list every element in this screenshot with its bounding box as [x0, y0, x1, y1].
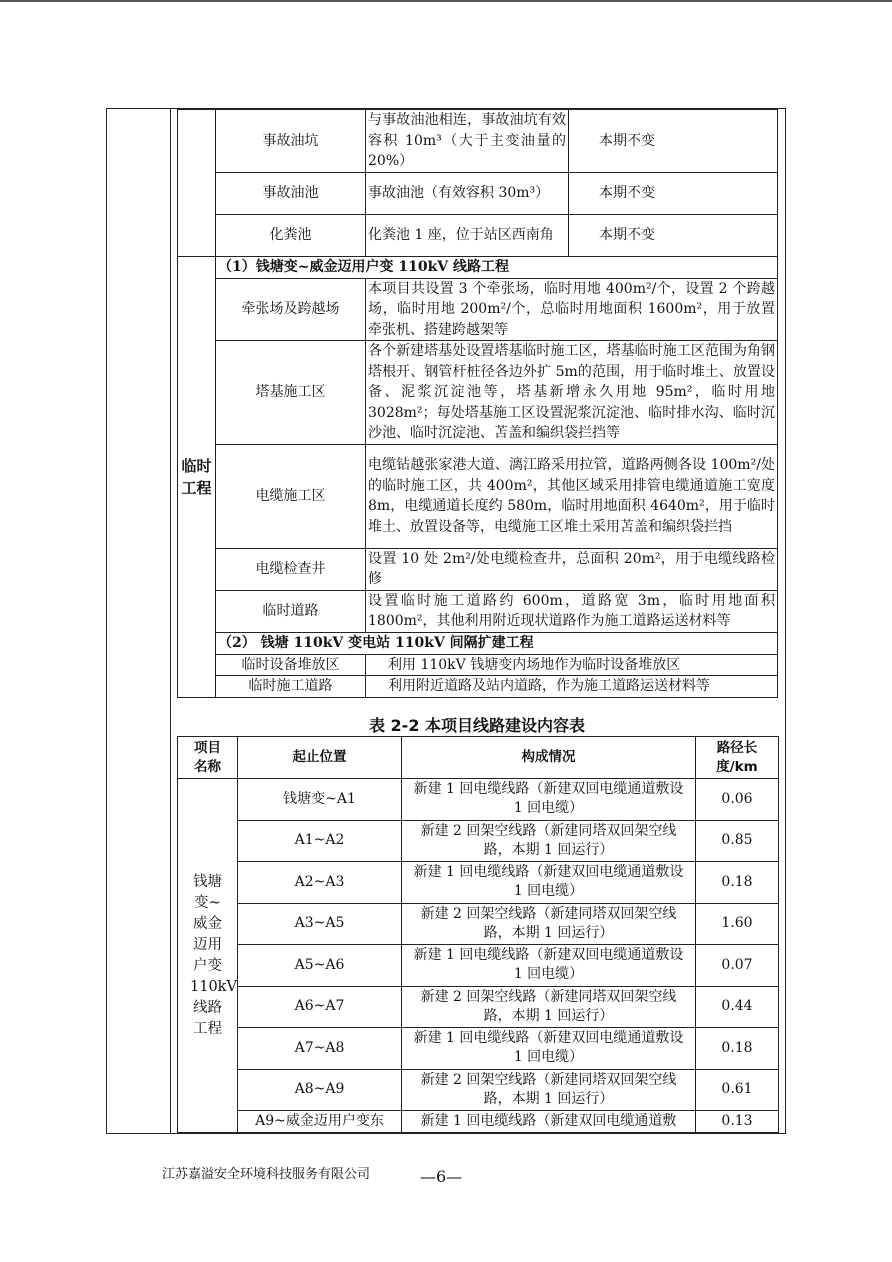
length-cell: 0.44 — [696, 986, 779, 1028]
composition-cell: 新建 2 回架空线路（新建同塔双回架空线路，本期 1 回运行） — [402, 986, 696, 1028]
item-content: 本项目共设置 3 个牵张场，临时用地 400m²/个，设置 2 个跨越场，临时用地 200m²/个，总临时用地面积 1600m²，用于放置牵张机、搭建跨越架等 — [366, 278, 778, 341]
table-row — [178, 654, 778, 676]
project-name-cell: 钱塘变~威金迈用户变110kV线路工程 — [178, 779, 238, 1133]
footer-company: 江苏嘉溢安全环境科技服务有限公司 — [162, 1167, 371, 1182]
project-composition-table — [177, 109, 778, 698]
table-row — [178, 341, 778, 445]
facility-content: 与事故油池相连，事故油坑有效容积 10m³（大于主变油量的 20%） — [366, 110, 569, 173]
range-cell: A6~A7 — [238, 986, 402, 1028]
table-row — [178, 820, 779, 862]
composition-cell: 新建 1 回电缆线路（新建双回电缆通道敷设 1 回电缆） — [402, 1028, 696, 1070]
composition-cell: 新建 1 回电缆线路（新建双回电缆通道敷设 1 回电缆） — [402, 862, 696, 904]
table-cell — [178, 110, 216, 257]
item-name: 电缆检查井 — [216, 548, 366, 590]
frame-column-divider — [170, 108, 171, 1134]
item-content: 设置临时施工道路约 600m，道路宽 3m，临时用地面积 1800m²，其他利用附近现状道路作为施工道路运送材料等 — [366, 590, 778, 632]
composition-cell: 新建 2 回架空线路（新建同塔双回架空线路，本期 1 回运行） — [402, 903, 696, 945]
header-length: 路径长度/km — [696, 737, 779, 779]
composition-cell: 新建 1 回电缆线路（新建双回电缆通道敷 — [402, 1111, 696, 1133]
range-cell: A9~威金迈用户变东 — [238, 1111, 402, 1133]
table2-caption: 表 2-2 本项目线路建设内容表 — [368, 716, 586, 735]
facility-status: 本期不变 — [569, 110, 778, 173]
table-row — [178, 278, 778, 341]
table-row — [178, 1111, 779, 1133]
length-cell: 1.60 — [696, 903, 779, 945]
length-cell: 0.07 — [696, 945, 779, 987]
table-row — [178, 862, 779, 904]
item-name: 塔基施工区 — [216, 341, 366, 445]
table-row — [178, 1069, 779, 1111]
item-content: 各个新建塔基处设置塔基临时施工区，塔基临时施工区范围为角钢塔根开、钢管杆桩径各边外扩 5m的范围，用于临时堆土、放置设备、泥浆沉淀池等，塔基新增永久用地 95m²，临时用地 3028m²；每处塔基施工区设置泥浆沉淀池、临时排水沟、临时沉沙池、临时沉淀池、苫盖和编织袋拦挡等 — [366, 341, 778, 445]
table-row — [178, 903, 779, 945]
item-name: 临时施工道路 — [216, 676, 366, 698]
line-construction-table — [177, 736, 779, 1133]
range-cell: A1~A2 — [238, 820, 402, 862]
table-row — [178, 548, 778, 590]
table-row — [178, 1028, 779, 1070]
table-row — [178, 590, 778, 632]
facility-status: 本期不变 — [569, 172, 778, 214]
item-name: 临时设备堆放区 — [216, 654, 366, 676]
header-project-name: 项目名称 — [178, 737, 238, 779]
length-cell: 0.18 — [696, 862, 779, 904]
table-header-row — [178, 737, 779, 779]
header-composition: 构成情况 — [402, 737, 696, 779]
table-row — [178, 676, 778, 698]
composition-cell: 新建 1 回电缆线路（新建双回电缆通道敷设 1 回电缆） — [402, 945, 696, 987]
facility-name: 化粪池 — [216, 214, 366, 256]
table-row — [178, 945, 779, 987]
top-rule — [0, 0, 892, 2]
page-number: —6— — [420, 1167, 463, 1186]
table-row — [178, 779, 779, 821]
length-cell: 0.85 — [696, 820, 779, 862]
range-cell: A3~A5 — [238, 903, 402, 945]
table-row — [178, 172, 778, 214]
facility-name: 事故油坑 — [216, 110, 366, 173]
length-cell: 0.13 — [696, 1111, 779, 1133]
length-cell: 0.61 — [696, 1069, 779, 1111]
item-name: 临时道路 — [216, 590, 366, 632]
item-content: 利用 110kV 钱塘变内场地作为临时设备堆放区 — [366, 654, 778, 676]
section-title: （2） 钱塘 110kV 变电站 110kV 间隔扩建工程 — [216, 632, 778, 654]
composition-cell: 新建 2 回架空线路（新建同塔双回架空线路，本期 1 回运行） — [402, 820, 696, 862]
composition-cell: 新建 2 回架空线路（新建同塔双回架空线路，本期 1 回运行） — [402, 1069, 696, 1111]
range-cell: A8~A9 — [238, 1069, 402, 1111]
range-cell: 钱塘变~A1 — [238, 779, 402, 821]
facility-content: 化粪池 1 座，位于站区西南角 — [366, 214, 569, 256]
table-row — [178, 110, 778, 173]
header-range: 起止位置 — [238, 737, 402, 779]
table-row — [178, 632, 778, 654]
length-cell: 0.18 — [696, 1028, 779, 1070]
facility-content: 事故油池（有效容积 30m³） — [366, 172, 569, 214]
table-row — [178, 214, 778, 256]
item-content: 电缆钻越张家港大道、漓江路采用拉管，道路两侧各设 100m²/处的临时施工区，共 400m²，其他区域采用排管电缆通道施工宽度 8m，电缆通道长度约 580m，临时用地面积 4640m²，用于临时堆土、放置设备等，电缆施工区堆土采用苫盖和编织袋拦挡 — [366, 444, 778, 548]
range-cell: A2~A3 — [238, 862, 402, 904]
range-cell: A7~A8 — [238, 1028, 402, 1070]
range-cell: A5~A6 — [238, 945, 402, 987]
facility-status: 本期不变 — [569, 214, 778, 256]
item-name: 电缆施工区 — [216, 444, 366, 548]
facility-name: 事故油池 — [216, 172, 366, 214]
item-name: 牵张场及跨越场 — [216, 278, 366, 341]
item-content: 利用附近道路及站内道路，作为施工道路运送材料等 — [366, 676, 778, 698]
table-row — [178, 256, 778, 278]
item-content: 设置 10 处 2m²/处电缆检查井，总面积 20m²，用于电缆线路检修 — [366, 548, 778, 590]
section-title: （1）钱塘变~威金迈用户变 110kV 线路工程 — [216, 256, 778, 278]
temp-works-group-label: 临时工程 — [178, 256, 216, 697]
table-row — [178, 444, 778, 548]
length-cell: 0.06 — [696, 779, 779, 821]
composition-cell: 新建 1 回电缆线路（新建双回电缆通道敷设 1 回电缆） — [402, 779, 696, 821]
table-row — [178, 986, 779, 1028]
